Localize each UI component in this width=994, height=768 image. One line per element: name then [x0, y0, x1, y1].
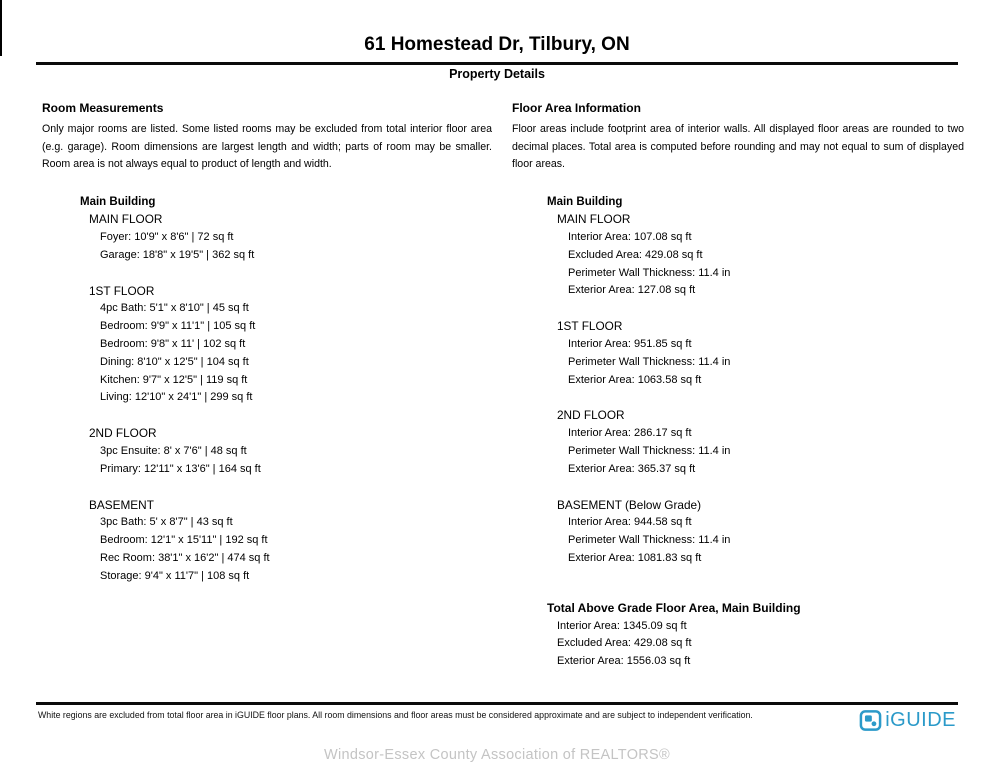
area-group-1st-floor: [547, 318, 964, 389]
floor-group-1st-floor: [80, 283, 492, 408]
room-line: Kitchen: 9'7" x 12'5" | 119 sq ft: [100, 373, 248, 386]
area-group-main-floor: [547, 211, 964, 300]
room-line: Primary: 12'11" x 13'6" | 164 sq ft: [100, 462, 261, 475]
room-measurements-heading: Room Measurements: [42, 101, 164, 115]
total-line: Exterior Area: 1556.03 sq ft: [557, 655, 691, 668]
floor-area-building: [547, 194, 964, 672]
footer-disclaimer: White regions are excluded from total floor area in iGUIDE floor plans. All room dimensions and floor areas must be considered approximate and are subject to independent verification.: [38, 710, 753, 720]
area-group-basement: [547, 497, 964, 568]
total-line: Interior Area: 1345.09 sq ft: [557, 619, 687, 632]
floor-name: 2ND FLOOR: [89, 426, 157, 441]
area-line: Interior Area: 951.85 sq ft: [568, 338, 692, 351]
iguide-logo-text: iGUIDE: [885, 708, 956, 731]
floor-name: MAIN FLOOR: [89, 212, 163, 227]
room-line: Garage: 18'8" x 19'5" | 362 sq ft: [100, 248, 255, 261]
room-line: Bedroom: 9'9" x 11'1" | 105 sq ft: [100, 320, 256, 333]
room-line: 3pc Ensuite: 8' x 7'6" | 48 sq ft: [100, 445, 247, 458]
room-line: Bedroom: 9'8" x 11' | 102 sq ft: [100, 338, 246, 351]
room-line: 4pc Bath: 5'1" x 8'10" | 45 sq ft: [100, 302, 249, 315]
floor-name: 2ND FLOOR: [557, 408, 625, 423]
iguide-logo: [859, 707, 956, 733]
area-line: Interior Area: 107.08 sq ft: [568, 231, 692, 244]
iguide-camera-icon: [859, 709, 882, 732]
floor-area-heading: Floor Area Information: [512, 101, 641, 115]
title-divider: [36, 62, 958, 65]
room-measurements-building: [80, 194, 492, 586]
floor-name: MAIN FLOOR: [557, 212, 631, 227]
floor-name: BASEMENT: [89, 497, 154, 512]
room-line: Foyer: 10'9" x 8'6" | 72 sq ft: [100, 231, 234, 244]
room-line: Rec Room: 38'1" x 16'2" | 474 sq ft: [100, 552, 270, 565]
page-subtitle: Property Details: [449, 67, 545, 81]
total-line: Excluded Area: 429.08 sq ft: [557, 637, 692, 650]
attribution-text: Windsor-Essex County Association of REALTORS®: [324, 747, 670, 763]
room-line: Living: 12'10" x 24'1" | 299 sq ft: [100, 391, 253, 404]
floor-name: BASEMENT (Below Grade): [557, 497, 702, 512]
building-name: Main Building: [547, 195, 623, 208]
total-above-grade-block: [547, 600, 964, 671]
room-line: Storage: 9'4" x 11'7" | 108 sq ft: [100, 569, 250, 582]
room-measurements-description: Only major rooms are listed. Some listed rooms may be excluded from total interior floor area (e.g. garage). Room dimensions are largest length and width; parts of room may be smaller. Room area is not always equal to product of length and width.: [42, 123, 492, 170]
floor-area-description: Floor areas include footprint area of interior walls. All displayed floor areas are rounded to two decimal places. Total area is computed before rounding and may not equal to sum of displayed floor areas.: [512, 123, 964, 170]
total-above-grade-heading: Total Above Grade Floor Area, Main Building: [547, 600, 801, 615]
area-line: Interior Area: 286.17 sq ft: [568, 427, 692, 440]
floor-name: 1ST FLOOR: [557, 319, 623, 334]
room-measurements-section: [42, 100, 492, 586]
area-line: Exterior Area: 365.37 sq ft: [568, 462, 696, 475]
building-name: Main Building: [80, 195, 156, 208]
area-line: Exterior Area: 127.08 sq ft: [568, 284, 696, 297]
page-title: 61 Homestead Dr, Tilbury, ON: [364, 34, 630, 55]
room-line: Dining: 8'10" x 12'5" | 104 sq ft: [100, 355, 249, 368]
floor-group-2nd-floor: [80, 425, 492, 478]
floor-group-basement: [80, 497, 492, 586]
floor-area-section: [512, 100, 964, 671]
floor-group-main-floor: [80, 211, 492, 264]
floor-name: 1ST FLOOR: [89, 283, 155, 298]
area-line: Perimeter Wall Thickness: 11.4 in: [568, 445, 731, 458]
area-line: Excluded Area: 429.08 sq ft: [568, 248, 703, 261]
room-line: Bedroom: 12'1" x 15'11" | 192 sq ft: [100, 534, 268, 547]
area-line: Exterior Area: 1081.83 sq ft: [568, 552, 702, 565]
area-line: Perimeter Wall Thickness: 11.4 in: [568, 355, 731, 368]
area-line: Exterior Area: 1063.58 sq ft: [568, 373, 702, 386]
footer-divider: [36, 702, 958, 705]
area-line: Interior Area: 944.58 sq ft: [568, 516, 692, 529]
area-group-2nd-floor: [547, 407, 964, 478]
area-line: Perimeter Wall Thickness: 11.4 in: [568, 534, 731, 547]
area-line: Perimeter Wall Thickness: 11.4 in: [568, 266, 731, 279]
room-line: 3pc Bath: 5' x 8'7" | 43 sq ft: [100, 516, 233, 529]
